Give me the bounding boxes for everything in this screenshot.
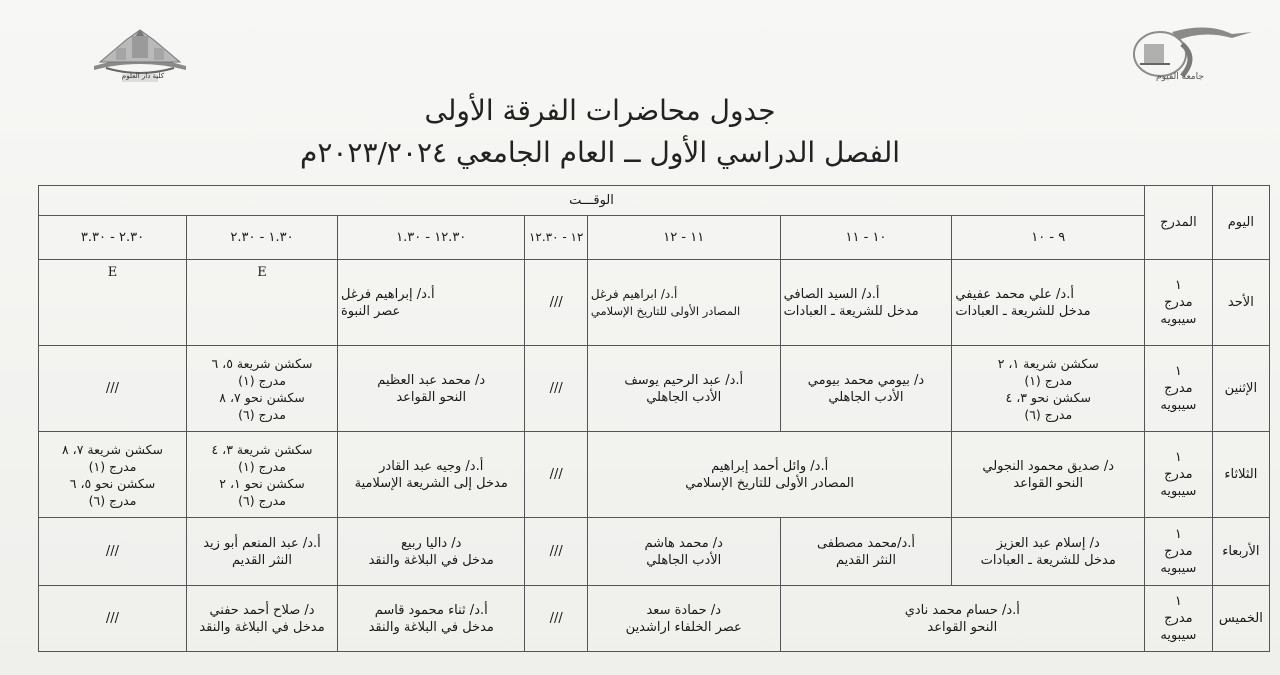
lecture-cell: [587, 260, 780, 346]
empty-slot: ///: [525, 432, 587, 518]
hall-label: مدرج: [1164, 467, 1193, 482]
section-line: سكشن شريعة ١، ٢: [997, 355, 1099, 371]
course-name: النحو القواعد: [1013, 475, 1084, 491]
empty-slot: ///: [39, 346, 187, 432]
lecture-cell: [338, 260, 525, 346]
hall-cell: [1145, 346, 1213, 432]
table-row: [39, 346, 1270, 432]
section-hall: مدرج (١): [238, 372, 286, 388]
hall-number: ١: [1174, 594, 1182, 609]
empty-slot: ///: [525, 586, 587, 652]
section-hall: مدرج (٦): [1024, 406, 1073, 422]
hall-label: مدرج: [1164, 611, 1193, 626]
slot-header: ١.٣٠ - ٢.٣٠: [187, 216, 338, 260]
lecturer-name: أ.د/ علي محمد عفيفي: [955, 286, 1074, 302]
course-name: عصر الخلفاء اراشدين: [625, 619, 742, 635]
course-name: الأدب الجاهلي: [646, 552, 722, 568]
section-line: سكشن نحو ١، ٢: [219, 475, 305, 491]
course-name: مدخل في البلاغة والنقد: [368, 619, 494, 635]
course-name: المصادر الأولى للتاريخ الإسلامي: [685, 475, 855, 491]
course-name: النثر القديم: [232, 552, 292, 568]
hall-number: ١: [1174, 278, 1182, 293]
lecture-cell: [338, 432, 525, 518]
hall-number: ١: [1174, 364, 1182, 379]
section-line: سكشن شريعة ٥، ٦: [211, 355, 313, 371]
slot-header: ١٢ - ١٢.٣٠: [525, 216, 587, 260]
lecturer-name: د/ صديق محمود النجولي: [982, 458, 1115, 474]
hall-number: ١: [1174, 450, 1182, 465]
elective-cell: E: [39, 260, 187, 346]
hall-cell: [1145, 586, 1213, 652]
elective-cell: E: [187, 260, 338, 346]
course-name: مدخل في البلاغة والنقد: [368, 552, 494, 568]
course-name: عصر النبوة: [341, 303, 401, 319]
hall-name: سيبويه: [1160, 312, 1197, 327]
section-hall: مدرج (٦): [238, 406, 286, 422]
day-cell: الأحد: [1212, 260, 1269, 346]
course-name: النحو القواعد: [927, 619, 998, 635]
schedule-title: جدول محاضرات الفرقة الأولى: [424, 94, 776, 127]
section-cell: [39, 432, 187, 518]
course-name: مدخل للشريعة ـ العبادات: [980, 552, 1116, 568]
lecturer-name: د/ حمادة سعد: [646, 602, 722, 618]
table-row: [39, 518, 1270, 586]
section-hall: مدرج (١): [238, 458, 286, 474]
hall-name: سيبويه: [1160, 628, 1197, 643]
day-cell: الخميس: [1212, 586, 1269, 652]
lecture-cell: [587, 586, 780, 652]
schedule-table: [38, 185, 1270, 652]
course-name: مدخل إلى الشريعة الإسلامية: [354, 475, 508, 491]
slot-header: ٩ - ١٠: [952, 216, 1145, 260]
lecture-cell: [780, 586, 1144, 652]
section-line: سكشن شريعة ٧، ٨: [61, 441, 164, 457]
hall-cell: [1145, 260, 1213, 346]
lecturer-name: د/ صلاح أحمد حفني: [209, 602, 315, 618]
hall-name: سيبويه: [1160, 561, 1197, 576]
lecturer-name: أ.د/ ثناء محمود قاسم: [374, 602, 488, 618]
header-hall: المدرج: [1145, 186, 1213, 260]
lecture-cell: [780, 346, 952, 432]
day-cell: الإثنين: [1212, 346, 1269, 432]
section-line: سكشن نحو ٥، ٦: [69, 475, 156, 491]
lecturer-name: د/ إسلام عبد العزيز: [996, 535, 1100, 551]
empty-slot: ///: [525, 518, 587, 586]
lecturer-name: أ.د/ عبد المنعم أبو زيد: [203, 535, 321, 551]
empty-slot: ///: [39, 518, 187, 586]
lecture-cell: [338, 346, 525, 432]
lecturer-name: أ.د/ ابراهيم فرغل: [590, 286, 678, 301]
lecturer-name: أ.د/ حسام محمد نادي: [904, 602, 1020, 618]
hall-cell: [1145, 518, 1213, 586]
section-hall: مدرج (٦): [88, 492, 137, 508]
lecture-cell: [587, 432, 951, 518]
lecture-cell: [187, 586, 338, 652]
table-row: [39, 260, 1270, 346]
lecture-cell: [587, 346, 780, 432]
lecturer-name: أ.د/ وائل أحمد إبراهيم: [711, 458, 829, 474]
section-hall: مدرج (٦): [238, 492, 286, 508]
course-name: النحو القواعد: [396, 389, 467, 405]
hall-name: سيبويه: [1160, 484, 1197, 499]
section-hall: مدرج (١): [1024, 372, 1073, 388]
empty-slot: ///: [39, 586, 187, 652]
course-name: النثر القديم: [836, 552, 896, 568]
lecture-cell: [952, 518, 1145, 586]
hall-name: سيبويه: [1160, 398, 1197, 413]
slot-header: ١١ - ١٢: [587, 216, 780, 260]
section-cell: [187, 432, 338, 518]
lecture-cell: [338, 518, 525, 586]
course-name: المصادر الأولى للتاريخ الإسلامي: [590, 303, 741, 318]
slot-header: ١٠ - ١١: [780, 216, 952, 260]
empty-slot: ///: [525, 260, 587, 346]
lecture-cell: [952, 260, 1145, 346]
lecture-cell: [952, 432, 1145, 518]
day-cell: الثلاثاء: [1212, 432, 1269, 518]
course-name: الأدب الجاهلي: [828, 389, 904, 405]
hall-number: ١: [1174, 527, 1182, 542]
section-cell: [187, 346, 338, 432]
hall-label: مدرج: [1164, 381, 1193, 396]
table-row: [39, 432, 1270, 518]
lecturer-name: أ.د/ وجيه عبد القادر: [379, 458, 484, 474]
hall-label: مدرج: [1164, 295, 1193, 310]
lecturer-name: أ.د/ عبد الرحيم يوسف: [624, 372, 744, 388]
section-line: سكشن نحو ٣، ٤: [1005, 389, 1091, 405]
table-row: [39, 586, 1270, 652]
lecture-cell: [780, 260, 952, 346]
empty-slot: ///: [525, 346, 587, 432]
day-cell: الأربعاء: [1212, 518, 1269, 586]
course-name: مدخل للشريعة ـ العبادات: [783, 303, 919, 319]
header-day: اليوم: [1212, 186, 1269, 260]
lecturer-name: أ.د/ إبراهيم فرغل: [341, 286, 435, 302]
course-name: مدخل للشريعة ـ العبادات: [955, 303, 1091, 319]
lecturer-name: د/ محمد هاشم: [644, 535, 723, 551]
lecturer-name: د/ داليا ربيع: [401, 535, 462, 551]
hall-label: مدرج: [1164, 544, 1193, 559]
hall-cell: [1145, 432, 1213, 518]
schedule-subtitle: الفصل الدراسي الأول ــ العام الجامعي ٢٠٢٣/٢٠٢٤م: [299, 136, 901, 169]
lecture-cell: [587, 518, 780, 586]
lecture-cell: [338, 586, 525, 652]
slot-header: ٢.٣٠ - ٣.٣٠: [39, 216, 187, 260]
lecturer-name: أ.د/ السيد الصافي: [783, 286, 880, 302]
course-name: مدخل في البلاغة والنقد: [199, 619, 325, 635]
faculty-logo-caption: كلية دار العلوم: [121, 72, 165, 80]
slot-header: ١٢.٣٠ - ١.٣٠: [338, 216, 525, 260]
university-logo: [1112, 14, 1262, 94]
section-line: سكشن نحو ٧، ٨: [219, 389, 305, 405]
course-name: الأدب الجاهلي: [646, 389, 722, 405]
header-time: الوقـــت: [39, 186, 1145, 216]
lecturer-name: د/ محمد عبد العظيم: [377, 372, 486, 388]
lecturer-name: أ.د/محمد مصطفى: [816, 535, 916, 551]
lecture-cell: [187, 518, 338, 586]
lecture-cell: [780, 518, 952, 586]
section-cell: [952, 346, 1145, 432]
lecturer-name: د/ بيومي محمد بيومي: [807, 372, 925, 388]
section-hall: مدرج (١): [88, 458, 137, 474]
section-line: سكشن شريعة ٣، ٤: [211, 441, 313, 457]
university-logo-caption: جامعة الفيوم: [1156, 72, 1204, 82]
